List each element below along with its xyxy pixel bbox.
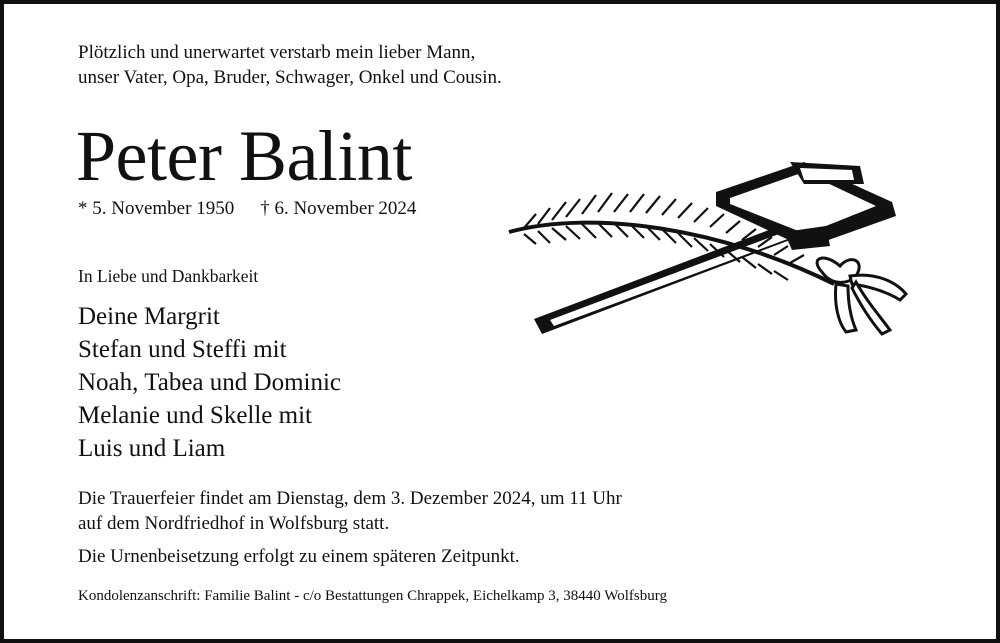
death-date: † 6. November 2024 (260, 198, 417, 219)
service-line-1: Die Trauerfeier findet am Dienstag, dem 3. Dezember 2024, um 11 Uhr (78, 488, 622, 509)
family-line-3: Noah, Tabea und Dominic (78, 369, 342, 396)
family-line-5: Luis und Liam (78, 435, 226, 462)
service-line-2: auf dem Nordfriedhof in Wolfsburg statt. (78, 513, 390, 534)
birth-date: * 5. November 1950 (78, 198, 235, 219)
family-line-2: Stefan und Steffi mit (78, 336, 287, 363)
family-line-1: Deine Margrit (78, 303, 220, 330)
urn-info: Die Urnenbeisetzung erfolgt zu einem späteren Zeitpunkt. (78, 546, 520, 567)
intro-line-2: unser Vater, Opa, Bruder, Schwager, Onkel und Cousin. (78, 67, 502, 88)
family-line-4: Melanie und Skelle mit (78, 402, 312, 429)
intro-line-1: Plötzlich und unerwartet verstarb mein lieber Mann, (78, 42, 476, 63)
condolence-address: Kondolenzanschrift: Familie Balint - c/o Bestattungen Chrappek, Eichelkamp 3, 38440 Wolfsburg (78, 588, 667, 604)
service-info (78, 486, 622, 536)
deceased-name: Peter Balint (76, 116, 412, 196)
life-dates (78, 197, 416, 221)
family-signatures (78, 300, 341, 465)
intro-text (78, 40, 502, 90)
cross-with-palm-branch-icon (504, 154, 924, 354)
closing-phrase: In Liebe und Dankbarkeit (78, 266, 259, 286)
